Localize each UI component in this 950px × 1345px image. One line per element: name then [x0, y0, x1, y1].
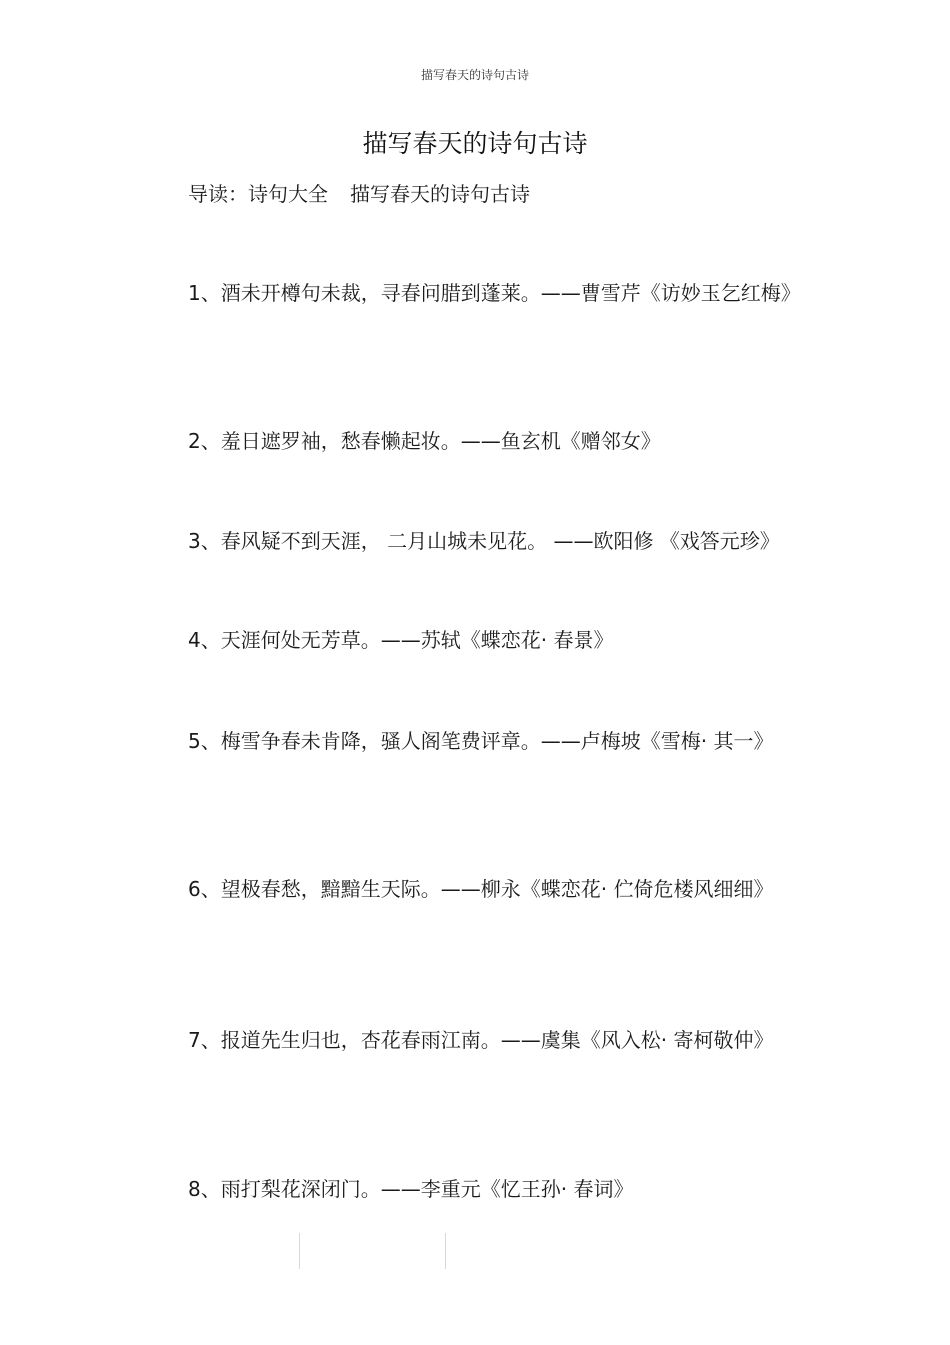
intro-label: 导读：诗句大全 — [188, 182, 328, 206]
poem-line-3: 3、春风疑不到天涯， 二月山城未见花。 ——欧阳修 《戏答元珍》 — [188, 529, 780, 553]
poem-line-7: 7、报道先生归也，杏花春雨江南。——虞集《风入松· 寄柯敬仲》 — [188, 1028, 774, 1052]
intro-line — [188, 178, 530, 207]
footer-divider-right — [445, 1233, 446, 1269]
poem-line-2: 2、羞日遮罗袖，愁春懒起妆。——鱼玄机《赠邻女》 — [188, 429, 661, 453]
poem-line-5: 5、梅雪争春未肯降，骚人阁笔费评章。——卢梅坡《雪梅· 其一》 — [188, 729, 774, 753]
poem-line-1: 1、酒未开樽句未裁，寻春问腊到蓬莱。——曹雪芹《访妙玉乞红梅》 — [188, 281, 801, 305]
document-title: 描写春天的诗句古诗 — [362, 129, 588, 158]
poem-line-6: 6、望极春愁，黯黯生天际。——柳永《蝶恋花· 伫倚危楼风细细》 — [188, 877, 774, 901]
intro-text: 描写春天的诗句古诗 — [350, 182, 530, 206]
running-header: 描写春天的诗句古诗 — [420, 68, 529, 82]
poem-line-4: 4、天涯何处无芳草。——苏轼《蝶恋花· 春景》 — [188, 628, 614, 652]
footer-divider-left — [299, 1233, 300, 1269]
poem-line-8: 8、雨打梨花深闭门。——李重元《忆王孙· 春词》 — [188, 1177, 634, 1201]
